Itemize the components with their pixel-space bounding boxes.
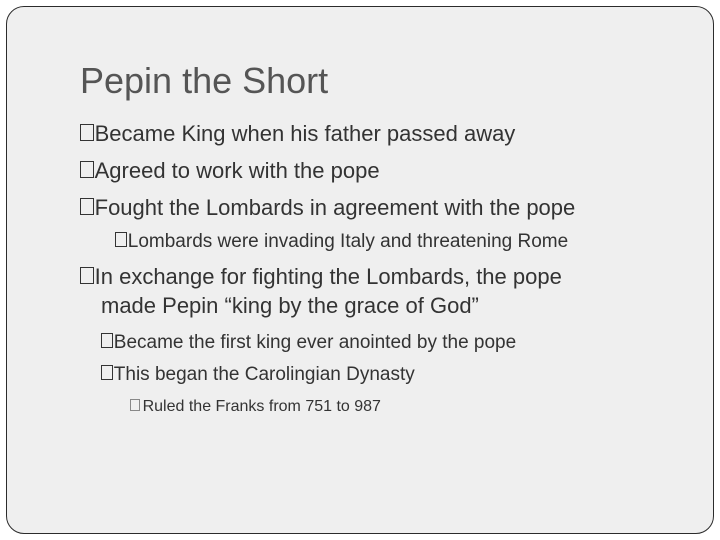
bullet-marker-icon <box>80 124 94 141</box>
sub-bullet-3 <box>101 364 415 386</box>
bullet-text: This began the Carolingian Dynasty <box>113 364 415 385</box>
bullet-text: Agreed to work with the pope <box>94 158 380 183</box>
bullet-marker-icon <box>101 333 113 348</box>
bullet-4 <box>80 264 562 290</box>
bullet-text: In exchange for fighting the Lombards, the pope <box>94 264 562 289</box>
bullet-text: made Pepin “king by the grace of God” <box>101 293 479 318</box>
bullet-text: Became the first king ever anointed by the pope <box>113 332 517 353</box>
bullet-marker-icon <box>115 232 127 247</box>
bullet-text: Ruled the Franks from 751 to 987 <box>142 398 381 415</box>
bullet-marker-icon <box>80 161 94 178</box>
bullet-4-continuation <box>101 293 479 319</box>
bullet-text: Became King when his father passed away <box>94 121 516 146</box>
bullet-marker-icon <box>80 267 94 284</box>
slide-title: Pepin the Short <box>80 60 329 101</box>
bullet-2 <box>80 158 380 184</box>
bullet-text: Fought the Lombards in agreement with the pope <box>94 195 576 220</box>
bullet-1 <box>80 121 515 147</box>
sub-bullet-2 <box>101 332 516 354</box>
bullet-text: Lombards were invading Italy and threatening Rome <box>127 231 569 252</box>
sub-bullet-1 <box>115 231 568 253</box>
bullet-marker-icon <box>80 198 94 215</box>
bullet-marker-icon <box>101 365 113 380</box>
bullet-marker-icon <box>130 399 140 411</box>
sub-sub-bullet-1 <box>130 398 381 416</box>
bullet-3 <box>80 195 575 221</box>
